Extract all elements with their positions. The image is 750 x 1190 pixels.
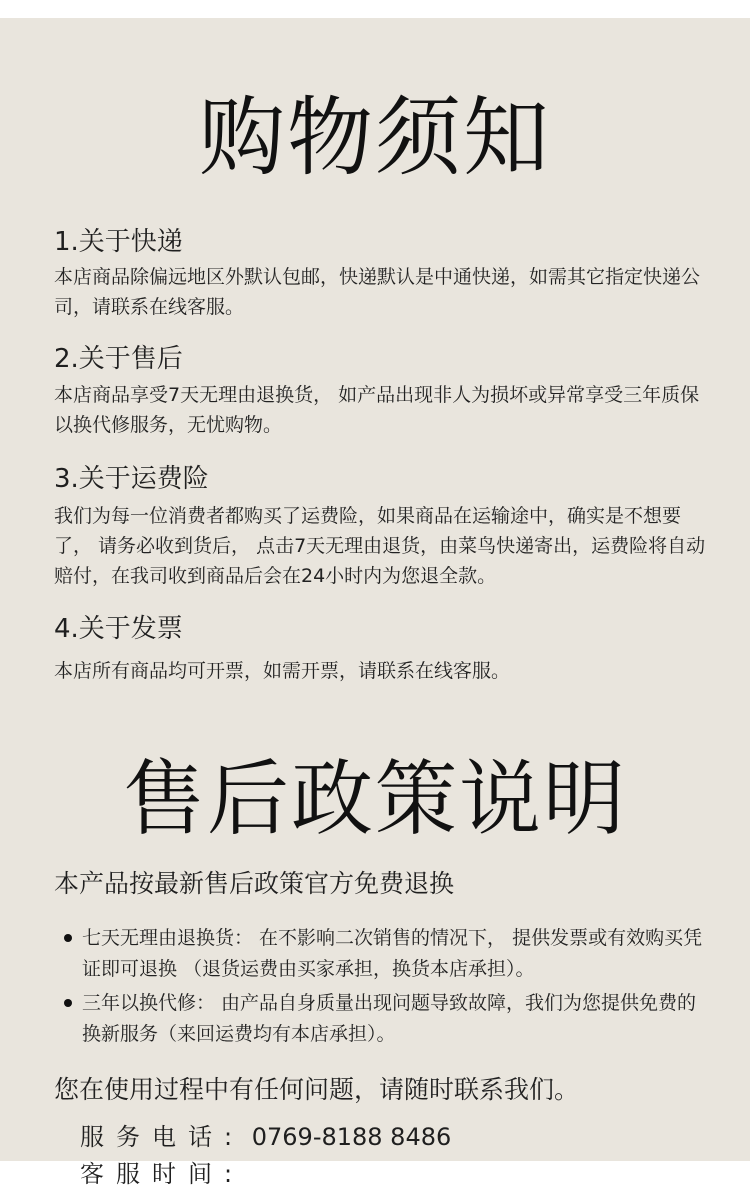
section-heading-after-sales: 2.关于售后	[54, 344, 183, 374]
policy-bullet-text: 三年以换代修： 由产品自身质量出现问题导致故障，我们为您提供免费的换新服务（来回运费均有本店承担）。	[82, 992, 697, 1045]
after-sales-policy-title: 售后政策说明	[122, 752, 627, 847]
policy-intro: 本产品按最新售后政策官方免费退换	[54, 869, 455, 898]
service-phone-label: 服务电话:	[80, 1123, 245, 1151]
section-heading-shipping: 1.关于快递	[54, 227, 183, 257]
policy-bullet-item	[64, 988, 710, 1050]
service-phone-number: 0769-8188 8486	[251, 1123, 452, 1151]
bullet-dot-icon	[64, 999, 72, 1007]
section-heading-invoice: 4.关于发票	[54, 614, 183, 644]
section-body-after-sales: 本店商品享受7天无理由退换货， 如产品出现非人为损坏或异常享受三年质保以换代修服务，无忧购物。	[54, 384, 700, 436]
section-body-shipping-insurance: 我们为每一位消费者都购买了运费险，如果商品在运输途中，确实是不想要了， 请务必收到货后， 点击7天无理由退货，由菜鸟快递寄出，运费险将自动赔付，在我司收到商品后会在24小时内为您退全款。	[54, 505, 706, 587]
contact-line: 您在使用过程中有任何问题，请随时联系我们。	[54, 1075, 580, 1104]
shopping-notice-title: 购物须知	[199, 88, 551, 188]
service-hours-label: 客服时间:	[80, 1160, 245, 1188]
policy-bullet-item	[64, 923, 710, 985]
policy-bullet-text: 七天无理由退换货： 在不影响二次销售的情况下， 提供发票或有效购买凭证即可退换 （退货运费由买家承担，换货本店承担）。	[82, 927, 703, 980]
section-heading-shipping-insurance: 3.关于运费险	[54, 464, 209, 494]
bullet-dot-icon	[64, 934, 72, 942]
service-phone	[80, 1121, 451, 1153]
product-detail-page	[0, 18, 750, 1188]
section-body-shipping: 本店商品除偏远地区外默认包邮，快递默认是中通快递，如需其它指定快递公司，请联系在线客服。	[54, 266, 701, 318]
section-body-invoice: 本店所有商品均可开票，如需开票，请联系在线客服。	[54, 660, 511, 682]
